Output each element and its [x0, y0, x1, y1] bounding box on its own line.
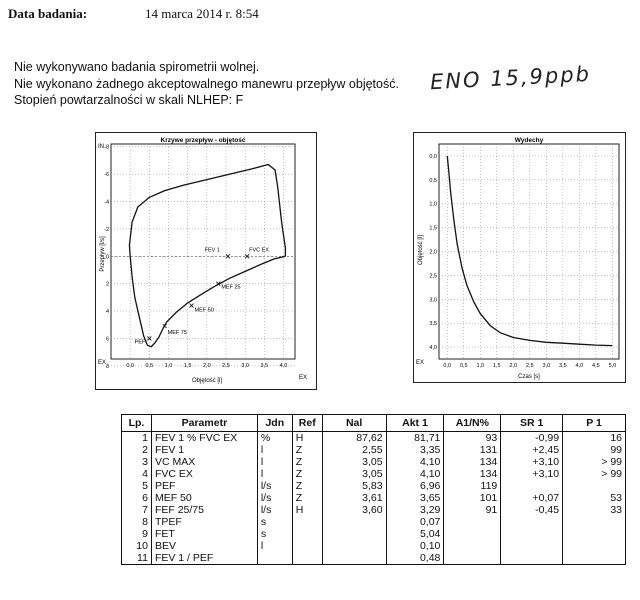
table-cell: 10 — [122, 540, 152, 552]
table-cell: 11 — [122, 552, 152, 565]
y-tick-label: 0,5 — [429, 177, 437, 184]
table-row — [122, 516, 626, 528]
table-cell: 0,48 — [386, 552, 444, 565]
status-line-2: Nie wykonano żadnego akceptowalnego manewru przepływ objętość. — [14, 77, 399, 91]
table-cell: TPEF — [151, 516, 257, 528]
x-tick-label: 0,0 — [443, 363, 452, 369]
table-cell: FEV 1 % FVC EX — [151, 432, 257, 445]
table-cell: 3 — [122, 456, 152, 468]
table-cell: 134 — [444, 468, 501, 480]
table-row — [122, 456, 626, 468]
x-tick-label: 4,0 — [279, 363, 288, 369]
column-header: Lp. — [122, 415, 152, 432]
series-line — [129, 165, 285, 257]
table-cell: 4 — [122, 468, 152, 480]
column-header: Akt 1 — [386, 415, 444, 432]
x-tick-label: 3,0 — [542, 363, 551, 369]
table-cell: 5,83 — [322, 480, 386, 492]
corner-label-ex-left: EX — [98, 360, 107, 366]
table-cell: VC MAX — [151, 456, 257, 468]
x-tick-label: 2,5 — [525, 363, 534, 369]
volume-time-chart — [413, 132, 626, 383]
table-cell: 3,61 — [322, 492, 386, 504]
table-cell — [257, 552, 292, 565]
table-cell: 5 — [122, 480, 152, 492]
table-cell: FEV 1 — [151, 444, 257, 456]
table-cell: l — [257, 456, 292, 468]
table-cell: l — [257, 468, 292, 480]
table-cell: 2 — [122, 444, 152, 456]
y-tick-label: 3,0 — [429, 297, 437, 304]
table-cell: FET — [151, 528, 257, 540]
table-cell: l/s — [257, 492, 292, 504]
x-tick-label: 0,5 — [459, 363, 468, 369]
table-cell: PEF — [151, 480, 257, 492]
table-cell — [501, 552, 563, 565]
table-cell: 4,10 — [386, 468, 444, 480]
x-tick-label: 4,0 — [575, 363, 584, 369]
y-tick-label: 0,0 — [429, 153, 437, 160]
table-cell — [444, 528, 501, 540]
table-cell — [292, 552, 322, 565]
y-tick-label: 2,0 — [429, 249, 437, 256]
table-cell: 3,35 — [386, 444, 444, 456]
table-cell: > 99 — [563, 468, 626, 480]
table-body — [122, 432, 626, 565]
x-tick-label: 1,0 — [476, 363, 485, 369]
table-cell: Z — [292, 480, 322, 492]
table-cell — [292, 528, 322, 540]
table-cell: 53 — [563, 492, 626, 504]
table-cell: Z — [292, 444, 322, 456]
x-tick-label: 3,0 — [241, 363, 249, 369]
table-cell: 2,55 — [322, 444, 386, 456]
flow-volume-chart — [95, 132, 317, 390]
y-tick-label: 2 — [105, 281, 109, 288]
y-tick-label: 1,5 — [429, 225, 437, 232]
table-cell: MEF 50 — [151, 492, 257, 504]
table-cell: l — [257, 540, 292, 552]
table-cell: 3,29 — [386, 504, 444, 516]
table-cell: l/s — [257, 480, 292, 492]
y-tick-label: -2 — [104, 226, 109, 233]
table-cell — [501, 516, 563, 528]
table-cell — [563, 516, 626, 528]
table-cell: +3,10 — [501, 456, 563, 468]
status-line-1: Nie wykonywano badania spirometrii wolnej. — [14, 60, 260, 74]
table-cell: 1 — [122, 432, 152, 445]
table-cell — [322, 552, 386, 565]
table-cell: Z — [292, 456, 322, 468]
table-row — [122, 492, 626, 504]
column-header: A1/N% — [444, 415, 501, 432]
table-row — [122, 432, 626, 445]
tick-labels — [429, 154, 616, 369]
series-line — [130, 256, 285, 346]
table-cell: 3,65 — [386, 492, 444, 504]
marker-group — [135, 247, 270, 345]
table-cell: 99 — [563, 444, 626, 456]
y-axis-label: Objętość [l] — [418, 234, 424, 266]
table-cell: 131 — [444, 444, 501, 456]
y-tick-label: 1,0 — [429, 201, 437, 208]
table-cell: 81,71 — [386, 432, 444, 445]
chart-title: Wydechy — [514, 137, 544, 144]
table-cell: 134 — [444, 456, 501, 468]
table-cell: BEV — [151, 540, 257, 552]
table-cell: -0,45 — [501, 504, 563, 516]
marker-label: MEF 50 — [194, 307, 214, 314]
x-tick-label: 4,5 — [592, 363, 600, 369]
table-cell: Z — [292, 492, 322, 504]
series-line — [447, 156, 612, 346]
table-cell — [563, 540, 626, 552]
table-cell — [444, 552, 501, 565]
table-cell: 16 — [563, 432, 626, 445]
table-cell: 6 — [122, 492, 152, 504]
x-tick-label: 0,5 — [145, 363, 154, 369]
table-cell: 93 — [444, 432, 501, 445]
x-tick-label: 1,5 — [183, 363, 192, 369]
table-cell — [501, 528, 563, 540]
x-tick-label: 1,5 — [492, 363, 501, 369]
corner-label-ex-left: EX — [416, 360, 425, 366]
y-axis-label: Przepływ [l/s] — [100, 236, 106, 272]
x-axis-label: Czas [s] — [518, 374, 540, 380]
table-row — [122, 540, 626, 552]
table-row — [122, 552, 626, 565]
table-cell: 7 — [122, 504, 152, 516]
table-cell: 6,96 — [386, 480, 444, 492]
column-header: Jdn — [257, 415, 292, 432]
table-row — [122, 528, 626, 540]
table-cell: FEF 25/75 — [151, 504, 257, 516]
marker-label: PEF — [134, 339, 146, 346]
table-cell: 0,10 — [386, 540, 444, 552]
table-cell: > 99 — [563, 456, 626, 468]
table-cell: 8 — [122, 516, 152, 528]
table-cell: 3,05 — [322, 468, 386, 480]
table-cell: 3,60 — [322, 504, 386, 516]
table-cell — [322, 528, 386, 540]
table-cell — [501, 540, 563, 552]
marker-label: FEV 1 — [204, 247, 220, 254]
corner-label-ex-right: EX — [299, 375, 308, 381]
table-cell: l/s — [257, 504, 292, 516]
table-row — [122, 468, 626, 480]
y-tick-label: 2,5 — [429, 273, 437, 280]
table-cell: 4,10 — [386, 456, 444, 468]
table-cell — [444, 516, 501, 528]
grid — [439, 144, 619, 359]
table-cell: +0,07 — [501, 492, 563, 504]
y-tick-label: -6 — [104, 172, 109, 179]
table-cell — [444, 540, 501, 552]
table-cell — [563, 552, 626, 565]
y-tick-label: 8 — [105, 363, 109, 370]
x-tick-label: 3,5 — [260, 363, 269, 369]
column-header: SR 1 — [501, 415, 563, 432]
x-tick-label: 2,0 — [203, 363, 211, 369]
table-cell — [322, 540, 386, 552]
table-cell: 87,62 — [322, 432, 386, 445]
table-cell: 91 — [444, 504, 501, 516]
tick-labels — [104, 145, 287, 370]
table-cell — [292, 516, 322, 528]
marker-label: FVC EX — [249, 247, 269, 254]
x-tick-label: 0,0 — [126, 363, 134, 369]
x-tick-label: 3,5 — [559, 363, 567, 369]
x-axis-label: Objętość [l] — [191, 378, 223, 384]
table-cell: 3,05 — [322, 456, 386, 468]
y-tick-label: 3,5 — [429, 321, 437, 328]
x-tick-label: 1,0 — [164, 363, 173, 369]
column-header: P 1 — [563, 415, 626, 432]
series-group — [447, 156, 612, 346]
column-header: Nal — [322, 415, 386, 432]
table-cell: % — [257, 432, 292, 445]
y-tick-label: 4 — [105, 309, 109, 316]
y-tick-label: 0 — [105, 254, 109, 261]
y-tick-label: 4,0 — [429, 345, 437, 352]
table-cell: -0,99 — [501, 432, 563, 445]
table-cell: H — [292, 504, 322, 516]
marker-label: MEF 75 — [167, 330, 187, 337]
table-cell: 33 — [563, 504, 626, 516]
table-cell — [563, 480, 626, 492]
table-cell: 0,07 — [386, 516, 444, 528]
table-cell: FVC EX — [151, 468, 257, 480]
table-cell: 9 — [122, 528, 152, 540]
table-cell: 119 — [444, 480, 501, 492]
table-cell: Z — [292, 468, 322, 480]
table-row — [122, 480, 626, 492]
column-header: Parametr — [151, 415, 257, 432]
table-cell: 101 — [444, 492, 501, 504]
spirometry-parameter-table — [121, 414, 626, 565]
grid — [111, 144, 295, 366]
y-tick-label: 6 — [105, 336, 109, 343]
y-tick-label: -8 — [104, 144, 109, 151]
status-line-3: Stopień powtarzalności w skali NLHEP: F — [14, 93, 244, 107]
column-header: Ref — [292, 415, 322, 432]
table-cell: FEV 1 / PEF — [151, 552, 257, 565]
corner-label-in: IN — [98, 144, 104, 150]
x-tick-label: 2,5 — [222, 363, 230, 369]
series-group — [129, 165, 285, 347]
table-cell — [322, 516, 386, 528]
y-tick-label: -4 — [104, 199, 109, 206]
marker-label: MEF 25 — [221, 284, 241, 291]
table-row — [122, 504, 626, 516]
table-cell: l — [257, 444, 292, 456]
x-tick-label: 2,0 — [509, 363, 518, 369]
table-cell: H — [292, 432, 322, 445]
table-cell — [292, 540, 322, 552]
table-cell: +2,45 — [501, 444, 563, 456]
table-cell — [563, 528, 626, 540]
table-cell: s — [257, 528, 292, 540]
table-cell: +3,10 — [501, 468, 563, 480]
exam-date-label: Data badania: — [8, 6, 88, 21]
table-cell — [501, 480, 563, 492]
table-header-row — [122, 415, 626, 432]
table-cell: s — [257, 516, 292, 528]
table-row — [122, 444, 626, 456]
handwritten-note: ENO 15,9ppb — [429, 61, 592, 95]
x-tick-label: 5,0 — [608, 363, 617, 369]
exam-date-value: 14 marca 2014 r. 8:54 — [145, 6, 259, 21]
table-cell: 5,04 — [386, 528, 444, 540]
chart-title: Krzywe przepływ - objętość — [160, 137, 246, 144]
